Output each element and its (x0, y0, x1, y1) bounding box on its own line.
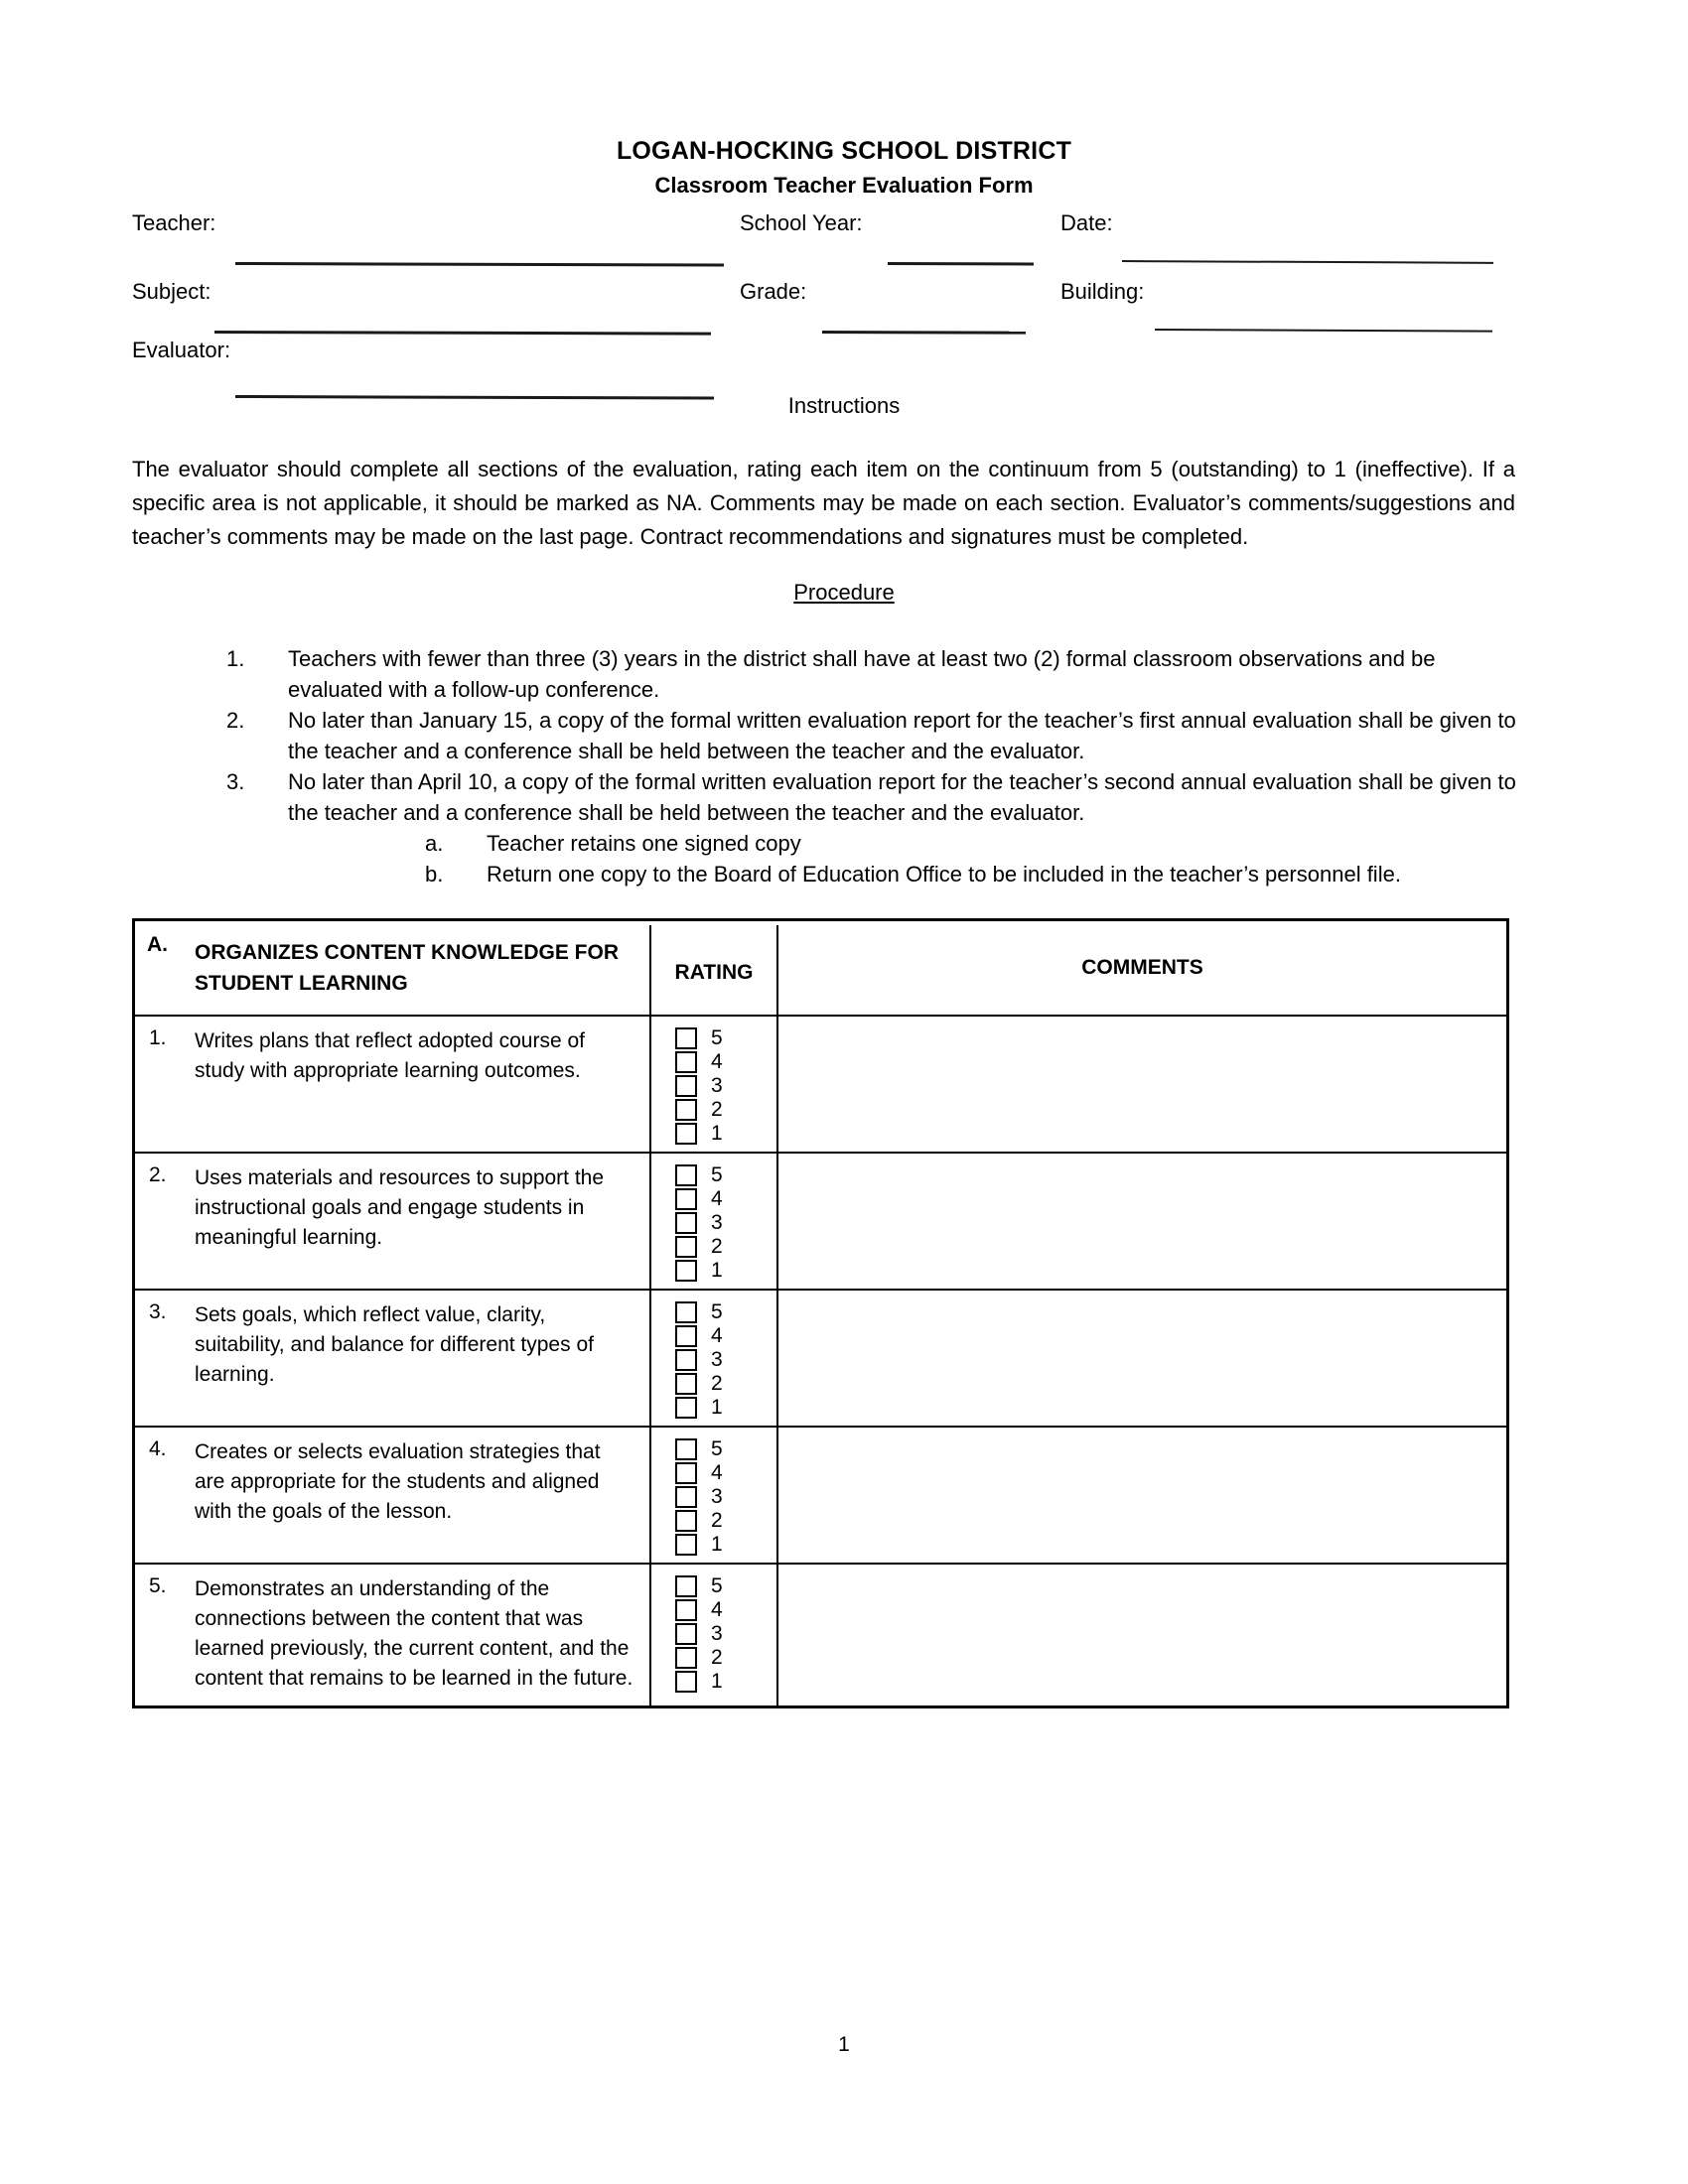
rating-option[interactable] (675, 1259, 767, 1283)
rating-option[interactable] (675, 1372, 767, 1396)
criterion-number: 5. (149, 1574, 167, 1597)
procedure-heading-text: Procedure (793, 580, 895, 605)
checkbox-icon[interactable] (675, 1260, 697, 1282)
page-subtitle: Classroom Teacher Evaluation Form (654, 173, 1034, 198)
teacher-input-line[interactable] (235, 262, 724, 267)
criterion-number: 3. (149, 1300, 167, 1323)
rating-cell (649, 1154, 778, 1289)
criterion-cell (135, 1154, 649, 1289)
rating-option[interactable] (675, 1098, 767, 1122)
procedure-item-text: No later than January 15, a copy of the formal written evaluation report for the teacher’s first annual evaluation shall be given to the teacher and a conference shall be held between the teacher and the evaluator. (288, 708, 1516, 763)
rating-value: 4 (711, 1598, 723, 1621)
procedure-item-text: No later than April 10, a copy of the formal written evaluation report for the teacher’s second annual evaluation shall be given to the teacher and a conference shall be held between the teacher and the evaluator. (288, 769, 1516, 825)
procedure-item-number: 3. (226, 769, 245, 794)
checkbox-icon[interactable] (675, 1599, 697, 1621)
criterion-text: Writes plans that reflect adopted course of study with appropriate learning outcomes. (195, 1029, 585, 1082)
criterion-cell (135, 1291, 649, 1426)
checkbox-icon[interactable] (675, 1188, 697, 1210)
rating-option[interactable] (675, 1187, 767, 1211)
evaluation-table (132, 918, 1509, 1708)
rating-value: 1 (711, 1396, 723, 1419)
rating-option[interactable] (675, 1026, 767, 1050)
page-title: LOGAN-HOCKING SCHOOL DISTRICT (616, 137, 1072, 165)
rating-option[interactable] (675, 1122, 767, 1146)
grade-label: Grade: (740, 279, 807, 304)
checkbox-icon[interactable] (675, 1212, 697, 1234)
checkbox-icon[interactable] (675, 1397, 697, 1419)
rating-value: 2 (711, 1646, 723, 1669)
instructions-body: The evaluator should complete all sections of the evaluation, rating each item on the continuum from 5 (outstanding) to 1 (ineffective). If a specific area is not applicable, it should be marked as NA. Comments may be made on each section. Evaluator’s comments/suggestions and teacher’s comments may be made on the last page. Contract recommendations and signatures must be completed. (132, 457, 1515, 549)
procedure-subitem-text: Teacher retains one signed copy (487, 831, 801, 856)
rating-option[interactable] (675, 1533, 767, 1557)
rating-option[interactable] (675, 1163, 767, 1187)
rating-option[interactable] (675, 1324, 767, 1348)
procedure-item (226, 643, 1517, 705)
checkbox-icon[interactable] (675, 1349, 697, 1371)
rating-option[interactable] (675, 1509, 767, 1533)
rating-value: 4 (711, 1461, 723, 1484)
rating-value: 3 (711, 1211, 723, 1234)
rating-cell (649, 1017, 778, 1152)
rating-value: 1 (711, 1533, 723, 1556)
page-number: 1 (838, 2033, 850, 2056)
comments-header-label: COMMENTS (1081, 956, 1203, 979)
section-title: ORGANIZES CONTENT KNOWLEDGE FOR STUDENT LEARNING (195, 941, 619, 995)
checkbox-icon[interactable] (675, 1462, 697, 1484)
rating-value: 1 (711, 1259, 723, 1282)
teacher-label: Teacher: (132, 210, 216, 235)
building-label: Building: (1060, 279, 1145, 304)
rating-value: 3 (711, 1622, 723, 1645)
rating-option[interactable] (675, 1485, 767, 1509)
rating-value: 4 (711, 1187, 723, 1210)
rating-value: 3 (711, 1485, 723, 1508)
checkbox-icon[interactable] (675, 1534, 697, 1556)
procedure-item (226, 705, 1517, 766)
rating-value: 2 (711, 1098, 723, 1121)
subject-label: Subject: (132, 279, 211, 304)
checkbox-icon[interactable] (675, 1301, 697, 1323)
criterion-text: Demonstrates an understanding of the connections between the content that was learned previously, the current content, and the content that remains to be learned in the future. (195, 1577, 633, 1690)
rating-checkbox-stack (675, 1026, 767, 1146)
rating-value: 5 (711, 1300, 723, 1323)
procedure-subitem (425, 859, 1517, 889)
rating-option[interactable] (675, 1437, 767, 1461)
date-input-line[interactable] (1122, 260, 1493, 264)
checkbox-icon[interactable] (675, 1373, 697, 1395)
grade-input-line[interactable] (822, 331, 1026, 335)
rating-option[interactable] (675, 1622, 767, 1646)
checkbox-icon[interactable] (675, 1164, 697, 1186)
school-year-label: School Year: (740, 210, 863, 235)
criterion-number: 4. (149, 1437, 167, 1460)
rating-value: 1 (711, 1122, 723, 1145)
rating-option[interactable] (675, 1211, 767, 1235)
checkbox-icon[interactable] (675, 1647, 697, 1669)
rating-value: 5 (711, 1163, 723, 1186)
comments-cell[interactable] (778, 1154, 1506, 1289)
subject-input-line[interactable] (214, 331, 711, 336)
procedure-item (226, 766, 1517, 828)
table-row (135, 1154, 1506, 1291)
rating-option[interactable] (675, 1300, 767, 1324)
rating-cell (649, 1428, 778, 1563)
checkbox-icon[interactable] (675, 1575, 697, 1597)
rating-option[interactable] (675, 1670, 767, 1694)
comments-column-header (778, 921, 1506, 1015)
criterion-number: 1. (149, 1026, 167, 1049)
rating-value: 4 (711, 1050, 723, 1073)
rating-checkbox-stack (675, 1574, 767, 1694)
rating-value: 5 (711, 1574, 723, 1597)
checkbox-icon[interactable] (675, 1236, 697, 1258)
table-row (135, 1291, 1506, 1428)
checkbox-icon[interactable] (675, 1510, 697, 1532)
section-letter: A. (147, 933, 168, 956)
rating-option[interactable] (675, 1050, 767, 1074)
table-row (135, 1017, 1506, 1154)
rating-option[interactable] (675, 1235, 767, 1259)
rating-checkbox-stack (675, 1437, 767, 1557)
rating-checkbox-stack (675, 1300, 767, 1420)
date-label: Date: (1060, 210, 1113, 235)
rating-column-header (649, 921, 778, 1015)
procedure-subitem-text: Return one copy to the Board of Education Office to be included in the teacher’s personnel file. (487, 862, 1401, 887)
checkbox-icon[interactable] (675, 1325, 697, 1347)
rating-option[interactable] (675, 1574, 767, 1598)
comments-cell[interactable] (778, 1428, 1506, 1563)
criterion-text: Creates or selects evaluation strategies that are appropriate for the students and aligned with the goals of the lesson. (195, 1440, 601, 1523)
rating-option[interactable] (675, 1646, 767, 1670)
procedure-subitem (425, 828, 1517, 859)
comments-cell[interactable] (778, 1565, 1506, 1706)
evaluator-label: Evaluator: (132, 338, 231, 362)
checkbox-icon[interactable] (675, 1051, 697, 1073)
procedure-subitem-number: b. (425, 862, 444, 887)
rating-value: 2 (711, 1235, 723, 1258)
rating-cell (649, 1291, 778, 1426)
procedure-item-number: 2. (226, 708, 245, 733)
rating-cell (649, 1565, 778, 1706)
procedure-subitem-number: a. (425, 831, 444, 856)
instructions-heading-text: Instructions (787, 393, 901, 418)
rating-header-label: RATING (674, 961, 754, 984)
rating-checkbox-stack (675, 1163, 767, 1283)
procedure-item-text: Teachers with fewer than three (3) years in the district shall have at least two (2) formal classroom observations and be evaluated with a follow-up conference. (288, 646, 1436, 702)
rating-value: 5 (711, 1026, 723, 1049)
section-header-cell (135, 921, 649, 1015)
criterion-number: 2. (149, 1163, 167, 1186)
rating-value: 5 (711, 1437, 723, 1460)
criterion-text: Uses materials and resources to support the instructional goals and engage students in meaningful learning. (195, 1166, 605, 1249)
checkbox-icon[interactable] (675, 1438, 697, 1460)
criterion-cell (135, 1017, 649, 1152)
comments-cell[interactable] (778, 1291, 1506, 1426)
rating-option[interactable] (675, 1598, 767, 1622)
rating-value: 2 (711, 1509, 723, 1532)
checkbox-icon[interactable] (675, 1075, 697, 1097)
checkbox-icon[interactable] (675, 1486, 697, 1508)
rating-option[interactable] (675, 1396, 767, 1420)
rating-option[interactable] (675, 1348, 767, 1372)
rating-option[interactable] (675, 1461, 767, 1485)
comments-cell[interactable] (778, 1017, 1506, 1152)
procedure-list (226, 643, 1517, 889)
rating-value: 4 (711, 1324, 723, 1347)
criterion-cell (135, 1565, 649, 1706)
procedure-item-number: 1. (226, 646, 245, 671)
checkbox-icon[interactable] (675, 1623, 697, 1645)
rating-value: 2 (711, 1372, 723, 1395)
building-input-line[interactable] (1155, 329, 1492, 333)
table-header-row (135, 921, 1506, 1017)
criterion-text: Sets goals, which reflect value, clarity, suitability, and balance for different types of learning. (195, 1303, 594, 1386)
table-row (135, 1565, 1506, 1706)
school-year-input-line[interactable] (888, 262, 1034, 265)
procedure-heading (0, 580, 1688, 606)
rating-value: 3 (711, 1074, 723, 1097)
rating-option[interactable] (675, 1074, 767, 1098)
instructions-heading (0, 393, 1688, 419)
table-row (135, 1428, 1506, 1565)
rating-value: 3 (711, 1348, 723, 1371)
checkbox-icon[interactable] (675, 1671, 697, 1693)
rating-value: 1 (711, 1670, 723, 1693)
checkbox-icon[interactable] (675, 1123, 697, 1145)
checkbox-icon[interactable] (675, 1027, 697, 1049)
checkbox-icon[interactable] (675, 1099, 697, 1121)
criterion-cell (135, 1428, 649, 1563)
